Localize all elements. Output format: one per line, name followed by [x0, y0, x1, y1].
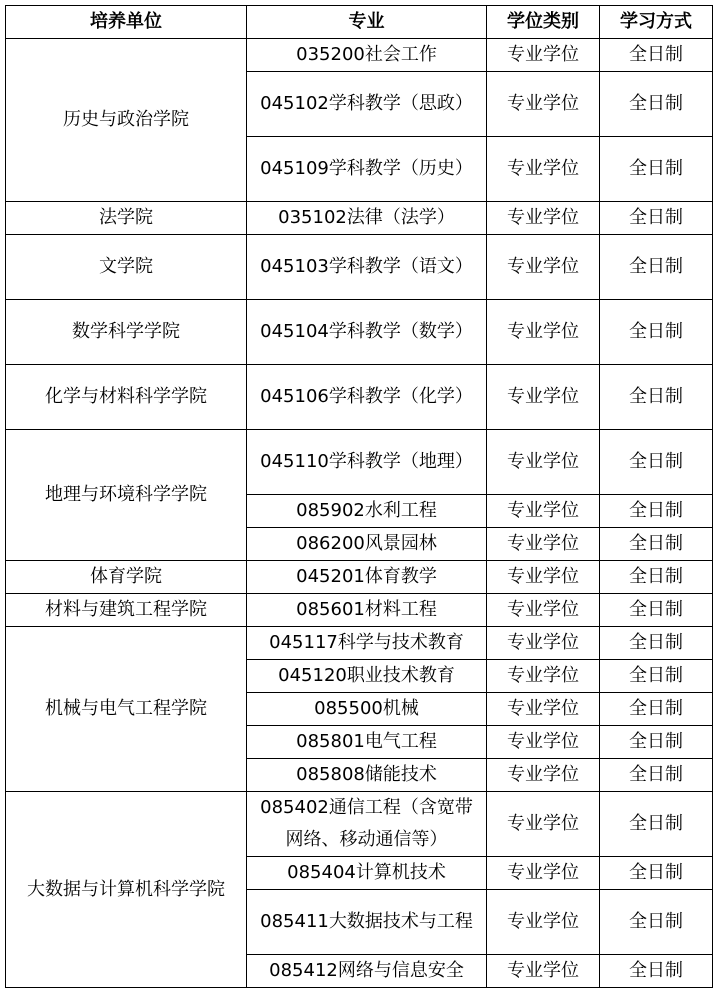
- table-row: [6, 365, 713, 430]
- header-major: 专业: [247, 6, 487, 39]
- major-cell: 045110学科教学（地理）: [247, 430, 487, 495]
- table-row: [6, 594, 713, 627]
- major-cell: 086200风景园林: [247, 528, 487, 561]
- degree-cell: 专业学位: [487, 137, 600, 202]
- degree-cell: 专业学位: [487, 430, 600, 495]
- degree-cell: 专业学位: [487, 627, 600, 660]
- header-degree: 学位类别: [487, 6, 600, 39]
- mode-cell: 全日制: [600, 300, 713, 365]
- major-cell: 045109学科教学（历史）: [247, 137, 487, 202]
- table-row: [6, 39, 713, 72]
- mode-cell: 全日制: [600, 594, 713, 627]
- degree-cell: 专业学位: [487, 561, 600, 594]
- degree-cell: 专业学位: [487, 857, 600, 890]
- mode-cell: 全日制: [600, 430, 713, 495]
- mode-cell: 全日制: [600, 660, 713, 693]
- degree-cell: 专业学位: [487, 300, 600, 365]
- major-cell: 085801电气工程: [247, 726, 487, 759]
- table-row: [6, 561, 713, 594]
- header-mode: 学习方式: [600, 6, 713, 39]
- unit-cell: 文学院: [6, 235, 247, 300]
- unit-cell: 大数据与计算机科学学院: [6, 792, 247, 988]
- mode-cell: 全日制: [600, 365, 713, 430]
- major-cell: 035102法律（法学）: [247, 202, 487, 235]
- degree-cell: 专业学位: [487, 495, 600, 528]
- degree-cell: 专业学位: [487, 528, 600, 561]
- degree-cell: 专业学位: [487, 792, 600, 857]
- program-table: [5, 5, 713, 988]
- mode-cell: 全日制: [600, 627, 713, 660]
- unit-cell: 历史与政治学院: [6, 39, 247, 202]
- major-cell: 045103学科教学（语文）: [247, 235, 487, 300]
- major-cell: 045120职业技术教育: [247, 660, 487, 693]
- degree-cell: 专业学位: [487, 726, 600, 759]
- degree-cell: 专业学位: [487, 202, 600, 235]
- degree-cell: 专业学位: [487, 594, 600, 627]
- header-unit: 培养单位: [6, 6, 247, 39]
- table-row: [6, 627, 713, 660]
- major-cell: 085402通信工程（含宽带网络、移动通信等）: [247, 792, 487, 857]
- degree-cell: 专业学位: [487, 759, 600, 792]
- mode-cell: 全日制: [600, 39, 713, 72]
- mode-cell: 全日制: [600, 495, 713, 528]
- major-cell: 035200社会工作: [247, 39, 487, 72]
- degree-cell: 专业学位: [487, 890, 600, 955]
- degree-cell: 专业学位: [487, 693, 600, 726]
- unit-cell: 体育学院: [6, 561, 247, 594]
- unit-cell: 材料与建筑工程学院: [6, 594, 247, 627]
- mode-cell: 全日制: [600, 693, 713, 726]
- mode-cell: 全日制: [600, 890, 713, 955]
- unit-cell: 数学科学学院: [6, 300, 247, 365]
- major-cell: 085500机械: [247, 693, 487, 726]
- degree-cell: 专业学位: [487, 72, 600, 137]
- mode-cell: 全日制: [600, 202, 713, 235]
- degree-cell: 专业学位: [487, 660, 600, 693]
- mode-cell: 全日制: [600, 137, 713, 202]
- degree-cell: 专业学位: [487, 39, 600, 72]
- mode-cell: 全日制: [600, 955, 713, 988]
- mode-cell: 全日制: [600, 759, 713, 792]
- table-row: [6, 300, 713, 365]
- table-row: [6, 792, 713, 857]
- table-row: [6, 202, 713, 235]
- major-cell: 085411大数据技术与工程: [247, 890, 487, 955]
- unit-cell: 法学院: [6, 202, 247, 235]
- major-cell: 085404计算机技术: [247, 857, 487, 890]
- major-cell: 045104学科教学（数学）: [247, 300, 487, 365]
- major-cell: 045106学科教学（化学）: [247, 365, 487, 430]
- major-cell: 085808储能技术: [247, 759, 487, 792]
- mode-cell: 全日制: [600, 857, 713, 890]
- unit-cell: 机械与电气工程学院: [6, 627, 247, 792]
- table-row: [6, 430, 713, 495]
- degree-cell: 专业学位: [487, 235, 600, 300]
- unit-cell: 化学与材料科学学院: [6, 365, 247, 430]
- degree-cell: 专业学位: [487, 365, 600, 430]
- mode-cell: 全日制: [600, 235, 713, 300]
- mode-cell: 全日制: [600, 792, 713, 857]
- table-row: [6, 235, 713, 300]
- major-cell: 085601材料工程: [247, 594, 487, 627]
- header-row: [6, 6, 713, 39]
- mode-cell: 全日制: [600, 528, 713, 561]
- mode-cell: 全日制: [600, 72, 713, 137]
- unit-cell: 地理与环境科学学院: [6, 430, 247, 561]
- major-cell: 085412网络与信息安全: [247, 955, 487, 988]
- major-cell: 045102学科教学（思政）: [247, 72, 487, 137]
- mode-cell: 全日制: [600, 561, 713, 594]
- degree-cell: 专业学位: [487, 955, 600, 988]
- major-cell: 045201体育教学: [247, 561, 487, 594]
- mode-cell: 全日制: [600, 726, 713, 759]
- major-cell: 045117科学与技术教育: [247, 627, 487, 660]
- major-cell: 085902水利工程: [247, 495, 487, 528]
